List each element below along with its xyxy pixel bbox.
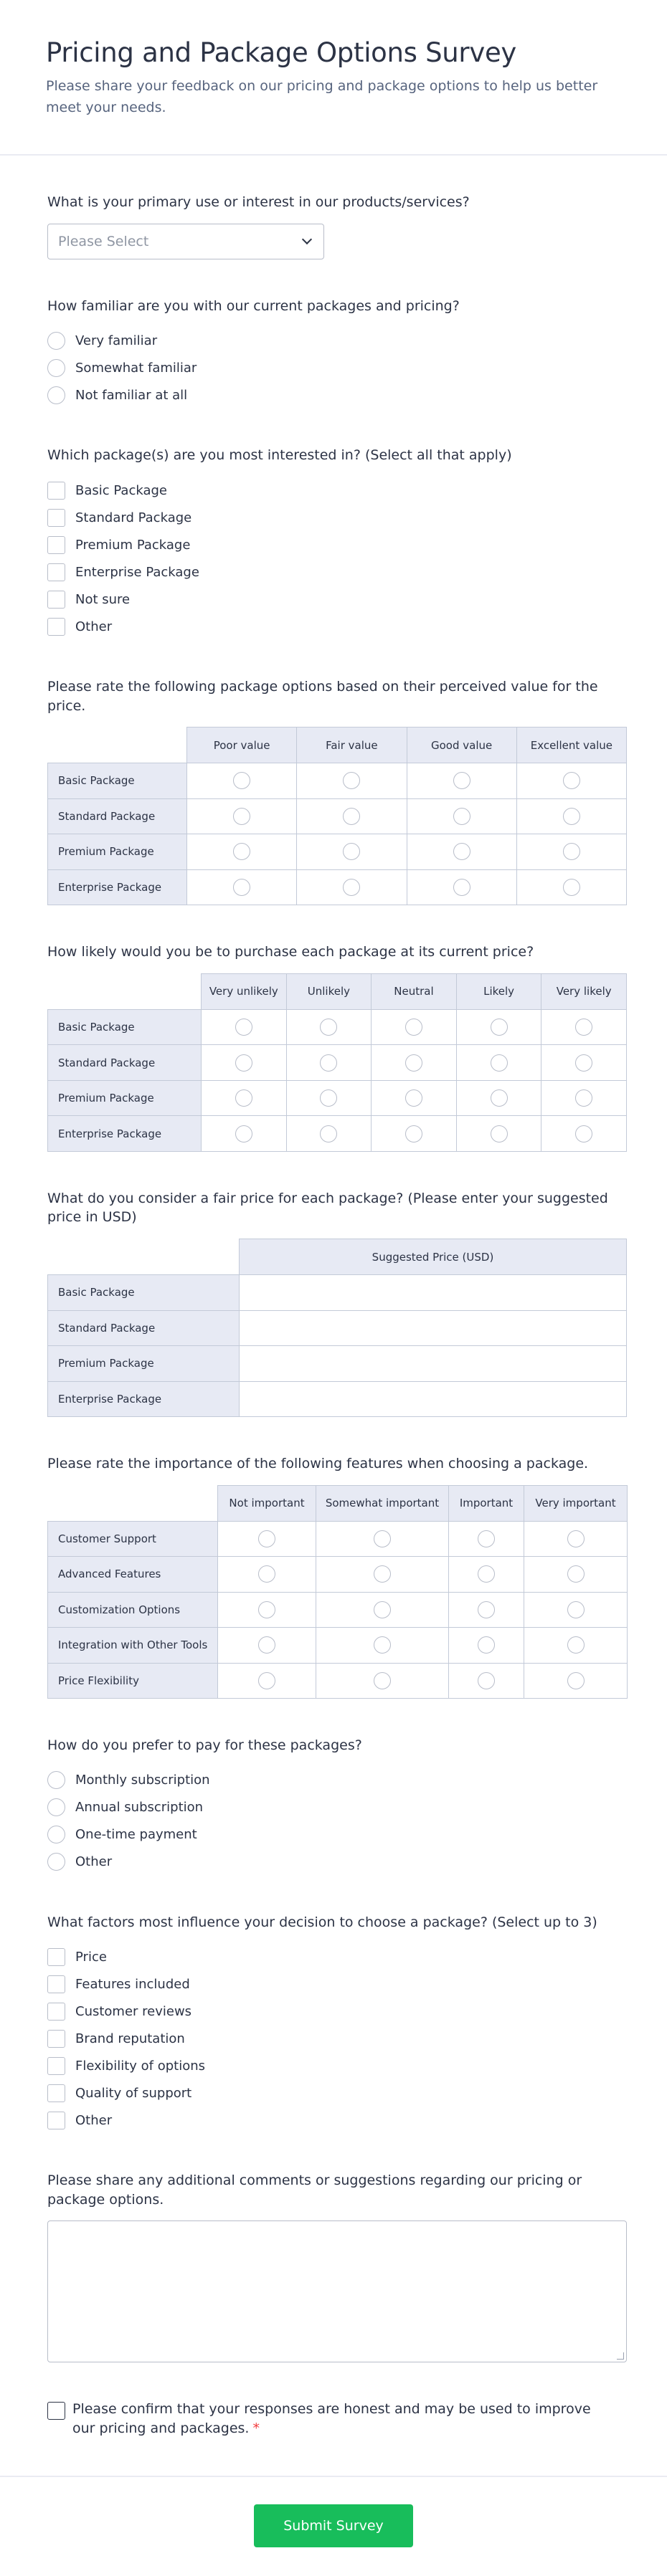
matrix-radio[interactable] xyxy=(478,1601,495,1618)
comments-textarea[interactable] xyxy=(47,2220,627,2362)
option-label: Flexibility of options xyxy=(75,2058,205,2074)
option-brand-reputation[interactable] xyxy=(47,2025,620,2052)
confirm-row xyxy=(47,2400,592,2438)
option-label: Quality of support xyxy=(75,2085,192,2101)
column-header-neutral: Neutral xyxy=(372,973,457,1009)
matrix-radio[interactable] xyxy=(374,1601,391,1618)
price-row-premium-package xyxy=(48,1346,627,1382)
matrix-row-enterprise-package xyxy=(48,1116,627,1152)
option-label: Brand reputation xyxy=(75,2031,185,2046)
option-somewhat-familiar[interactable] xyxy=(47,354,620,381)
matrix-radio[interactable] xyxy=(320,1125,337,1142)
matrix-radio[interactable] xyxy=(374,1565,391,1583)
matrix-radio[interactable] xyxy=(563,843,580,860)
column-header-likely: Likely xyxy=(456,973,541,1009)
row-label: Standard Package xyxy=(48,1045,202,1081)
matrix-radio[interactable] xyxy=(491,1019,508,1036)
checkbox[interactable] xyxy=(47,2003,65,2021)
matrix-radio[interactable] xyxy=(374,1530,391,1547)
question-primary-use xyxy=(47,193,620,259)
matrix-radio[interactable] xyxy=(453,808,470,825)
question-feature-importance xyxy=(47,1454,620,1699)
matrix-radio[interactable] xyxy=(405,1054,422,1072)
option-label: Price xyxy=(75,1949,107,1965)
matrix-radio[interactable] xyxy=(405,1089,422,1107)
matrix-radio[interactable] xyxy=(575,1054,592,1072)
checkbox[interactable] xyxy=(47,563,65,581)
option-price[interactable] xyxy=(47,1943,620,1970)
matrix-radio[interactable] xyxy=(320,1089,337,1107)
matrix-radio[interactable] xyxy=(453,772,470,789)
matrix-row-standard-package xyxy=(48,798,627,834)
column-header-very-unlikely: Very unlikely xyxy=(202,973,287,1009)
option-annual-subscription[interactable] xyxy=(47,1794,620,1821)
row-label: Customer Support xyxy=(48,1521,218,1557)
matrix-radio[interactable] xyxy=(478,1530,495,1547)
radio-group xyxy=(47,1767,620,1876)
option-label: One-time payment xyxy=(75,1827,197,1843)
matrix-radio[interactable] xyxy=(258,1530,275,1547)
question-label: How likely would you be to purchase each package at its current price? xyxy=(47,944,534,960)
matrix-radio[interactable] xyxy=(235,1089,252,1107)
option-monthly-subscription[interactable] xyxy=(47,1767,620,1794)
checkbox-group xyxy=(47,1943,620,2134)
form-header xyxy=(0,0,667,156)
matrix-radio[interactable] xyxy=(478,1565,495,1583)
checkbox[interactable] xyxy=(47,536,65,554)
row-label: Integration with Other Tools xyxy=(48,1628,218,1664)
option-basic-package[interactable] xyxy=(47,477,620,504)
checkbox[interactable] xyxy=(47,2057,65,2075)
resize-handle-icon[interactable] xyxy=(617,2352,624,2360)
option-customer-reviews[interactable] xyxy=(47,1998,620,2025)
matrix-radio[interactable] xyxy=(575,1125,592,1142)
matrix-radio[interactable] xyxy=(374,1636,391,1654)
radio-button[interactable] xyxy=(47,1771,65,1789)
row-label: Advanced Features xyxy=(48,1557,218,1593)
row-label: Standard Package xyxy=(48,798,187,834)
question-comments xyxy=(47,2171,620,2362)
option-not-sure[interactable] xyxy=(47,586,620,613)
column-header-important: Important xyxy=(449,1485,524,1521)
option-label: Very familiar xyxy=(75,333,158,348)
option-label: Not familiar at all xyxy=(75,387,188,403)
row-label: Customization Options xyxy=(48,1592,218,1628)
option-label: Other xyxy=(75,2112,113,2128)
confirm-text: Please confirm that your responses are honest and may be used to improve our pricing and packages. * xyxy=(72,2401,591,2437)
column-header-not-important: Not important xyxy=(218,1485,316,1521)
question-purchase-likelihood xyxy=(47,943,620,1152)
matrix-radio[interactable] xyxy=(343,879,360,896)
checkbox[interactable] xyxy=(47,2112,65,2129)
row-label: Premium Package xyxy=(48,1346,240,1382)
checkbox[interactable] xyxy=(47,2030,65,2048)
checkbox[interactable] xyxy=(47,1948,65,1966)
question-value-rating xyxy=(47,677,620,905)
matrix-radio[interactable] xyxy=(405,1019,422,1036)
matrix-row-integration-with-other-tools xyxy=(48,1628,628,1664)
question-label: What do you consider a fair price for each package? (Please enter your suggested price in USD) xyxy=(47,1190,608,1226)
matrix-radio[interactable] xyxy=(575,1019,592,1036)
checkbox[interactable] xyxy=(47,591,65,609)
option-premium-package[interactable] xyxy=(47,531,620,558)
option-label: Other xyxy=(75,619,113,634)
column-header-poor-value: Poor value xyxy=(187,728,297,763)
matrix-radio[interactable] xyxy=(258,1636,275,1654)
option-label: Features included xyxy=(75,1976,190,1992)
matrix-radio[interactable] xyxy=(233,843,250,860)
matrix-radio[interactable] xyxy=(567,1672,585,1689)
suggested-price-input[interactable] xyxy=(240,1310,627,1346)
option-label: Monthly subscription xyxy=(75,1773,210,1788)
primary-use-dropdown[interactable] xyxy=(47,224,324,259)
radio-button[interactable] xyxy=(47,386,65,404)
price-row-basic-package xyxy=(48,1275,627,1311)
option-other[interactable] xyxy=(47,613,620,640)
checkbox[interactable] xyxy=(47,1975,65,1993)
matrix-radio[interactable] xyxy=(491,1054,508,1072)
matrix-radio[interactable] xyxy=(233,808,250,825)
option-label: Not sure xyxy=(75,591,131,607)
matrix-row-price-flexibility xyxy=(48,1663,628,1699)
question-payment-preference xyxy=(47,1736,620,1876)
checkbox[interactable] xyxy=(47,509,65,527)
column-header-very-likely: Very likely xyxy=(541,973,627,1009)
fair-price-matrix xyxy=(47,1239,627,1417)
option-label: Standard Package xyxy=(75,510,192,525)
question-packages-interest xyxy=(47,446,620,640)
price-row-enterprise-package xyxy=(48,1381,627,1417)
option-standard-package[interactable] xyxy=(47,504,620,531)
question-label: Please rate the following package options based on their perceived value for the price. xyxy=(47,679,598,714)
matrix-radio[interactable] xyxy=(343,808,360,825)
question-fair-price xyxy=(47,1189,620,1417)
column-header: Suggested Price (USD) xyxy=(240,1239,627,1275)
matrix-radio[interactable] xyxy=(567,1601,585,1618)
row-label: Enterprise Package xyxy=(48,869,187,905)
option-label: Basic Package xyxy=(75,482,167,498)
matrix-radio[interactable] xyxy=(343,772,360,789)
option-quality-of-support[interactable] xyxy=(47,2079,620,2107)
column-header-fair-value: Fair value xyxy=(297,728,407,763)
option-other[interactable] xyxy=(47,2107,620,2134)
column-header-excellent-value: Excellent value xyxy=(516,728,626,763)
question-decision-factors xyxy=(47,1913,620,2134)
option-label: Annual subscription xyxy=(75,1800,204,1816)
row-label: Basic Package xyxy=(48,1275,240,1311)
column-header-very-important: Very important xyxy=(524,1485,628,1521)
matrix-row-enterprise-package xyxy=(48,869,627,905)
row-label: Basic Package xyxy=(48,1009,202,1045)
radio-button[interactable] xyxy=(47,359,65,377)
suggested-price-input[interactable] xyxy=(240,1381,627,1417)
question-label: What factors most influence your decision to choose a package? (Select up to 3) xyxy=(47,1914,597,1930)
feature-importance-matrix xyxy=(47,1485,628,1699)
matrix-radio[interactable] xyxy=(563,808,580,825)
row-label: Enterprise Package xyxy=(48,1116,202,1152)
suggested-price-input[interactable] xyxy=(240,1275,627,1311)
matrix-row-basic-package xyxy=(48,763,627,799)
purchase-likelihood-matrix xyxy=(47,973,627,1152)
matrix-radio[interactable] xyxy=(374,1672,391,1689)
option-label: Enterprise Package xyxy=(75,564,199,580)
page-description: Please share your feedback on our pricing and package options to help us better meet your needs. xyxy=(46,78,598,115)
matrix-radio[interactable] xyxy=(491,1125,508,1142)
confirm-checkbox[interactable] xyxy=(47,2402,65,2420)
chevron-down-icon xyxy=(302,234,312,244)
form-footer xyxy=(0,2476,667,2576)
value-rating-matrix xyxy=(47,727,627,905)
matrix-radio[interactable] xyxy=(258,1672,275,1689)
matrix-radio[interactable] xyxy=(567,1530,585,1547)
row-label: Price Flexibility xyxy=(48,1663,218,1699)
option-flexibility-of-options[interactable] xyxy=(47,2052,620,2079)
option-label: Somewhat familiar xyxy=(75,360,197,376)
matrix-radio[interactable] xyxy=(320,1019,337,1036)
row-label: Premium Package xyxy=(48,1080,202,1116)
matrix-radio[interactable] xyxy=(320,1054,337,1072)
matrix-radio[interactable] xyxy=(563,879,580,896)
matrix-radio[interactable] xyxy=(575,1089,592,1107)
column-header-unlikely: Unlikely xyxy=(286,973,372,1009)
radio-button[interactable] xyxy=(47,1853,65,1871)
price-row-standard-package xyxy=(48,1310,627,1346)
question-familiarity xyxy=(47,297,620,409)
radio-button[interactable] xyxy=(47,1826,65,1843)
column-header-good-value: Good value xyxy=(407,728,516,763)
option-enterprise-package[interactable] xyxy=(47,558,620,586)
dropdown-placeholder: Please Select xyxy=(58,233,149,249)
question-confirm xyxy=(47,2400,620,2438)
question-label: How familiar are you with our current packages and pricing? xyxy=(47,297,460,314)
option-label: Customer reviews xyxy=(75,2003,192,2019)
question-label: What is your primary use or interest in our products/services? xyxy=(47,194,470,211)
matrix-radio[interactable] xyxy=(563,772,580,789)
matrix-radio[interactable] xyxy=(258,1601,275,1618)
matrix-radio[interactable] xyxy=(405,1125,422,1142)
row-label: Standard Package xyxy=(48,1310,240,1346)
required-asterisk: * xyxy=(252,2420,260,2437)
matrix-radio[interactable] xyxy=(567,1636,585,1654)
radio-button[interactable] xyxy=(47,332,65,350)
matrix-radio[interactable] xyxy=(233,772,250,789)
row-label: Basic Package xyxy=(48,763,187,799)
row-label: Premium Package xyxy=(48,834,187,870)
option-label: Other xyxy=(75,1854,113,1870)
matrix-radio[interactable] xyxy=(235,1019,252,1036)
matrix-radio[interactable] xyxy=(453,843,470,860)
radio-button[interactable] xyxy=(47,1798,65,1816)
matrix-row-advanced-features xyxy=(48,1557,628,1593)
option-label: Premium Package xyxy=(75,537,191,553)
question-label: Please share any additional comments or suggestions regarding our pricing or package options. xyxy=(47,2172,582,2208)
matrix-radio[interactable] xyxy=(453,879,470,896)
matrix-row-basic-package xyxy=(48,1009,627,1045)
matrix-row-standard-package xyxy=(48,1045,627,1081)
matrix-radio[interactable] xyxy=(567,1565,585,1583)
option-features-included[interactable] xyxy=(47,1970,620,1998)
radio-group xyxy=(47,327,620,409)
matrix-row-customer-support xyxy=(48,1521,628,1557)
matrix-row-premium-package xyxy=(48,834,627,870)
checkbox[interactable] xyxy=(47,482,65,500)
question-label: Which package(s) are you most interested in? (Select all that apply) xyxy=(47,447,512,464)
page-title: Pricing and Package Options Survey xyxy=(46,37,516,68)
option-other[interactable] xyxy=(47,1848,620,1876)
matrix-radio[interactable] xyxy=(235,1125,252,1142)
matrix-radio[interactable] xyxy=(233,879,250,896)
form-content xyxy=(0,193,667,2438)
matrix-radio[interactable] xyxy=(478,1672,495,1689)
matrix-radio[interactable] xyxy=(343,843,360,860)
row-label: Enterprise Package xyxy=(48,1381,240,1417)
option-very-familiar[interactable] xyxy=(47,327,620,354)
checkbox[interactable] xyxy=(47,2084,65,2102)
matrix-radio[interactable] xyxy=(491,1089,508,1107)
matrix-radio[interactable] xyxy=(478,1636,495,1654)
checkbox-group xyxy=(47,477,620,640)
suggested-price-input[interactable] xyxy=(240,1346,627,1382)
option-not-familiar-at-all[interactable] xyxy=(47,381,620,409)
question-label: How do you prefer to pay for these packages? xyxy=(47,1737,362,1754)
column-header-somewhat-important: Somewhat important xyxy=(316,1485,449,1521)
option-one-time-payment[interactable] xyxy=(47,1821,620,1848)
matrix-radio[interactable] xyxy=(235,1054,252,1072)
checkbox[interactable] xyxy=(47,618,65,636)
matrix-row-customization-options xyxy=(48,1592,628,1628)
question-label: Please rate the importance of the following features when choosing a package. xyxy=(47,1456,589,1472)
submit-button[interactable]: Submit Survey xyxy=(254,2504,413,2547)
matrix-radio[interactable] xyxy=(258,1565,275,1583)
matrix-row-premium-package xyxy=(48,1080,627,1116)
